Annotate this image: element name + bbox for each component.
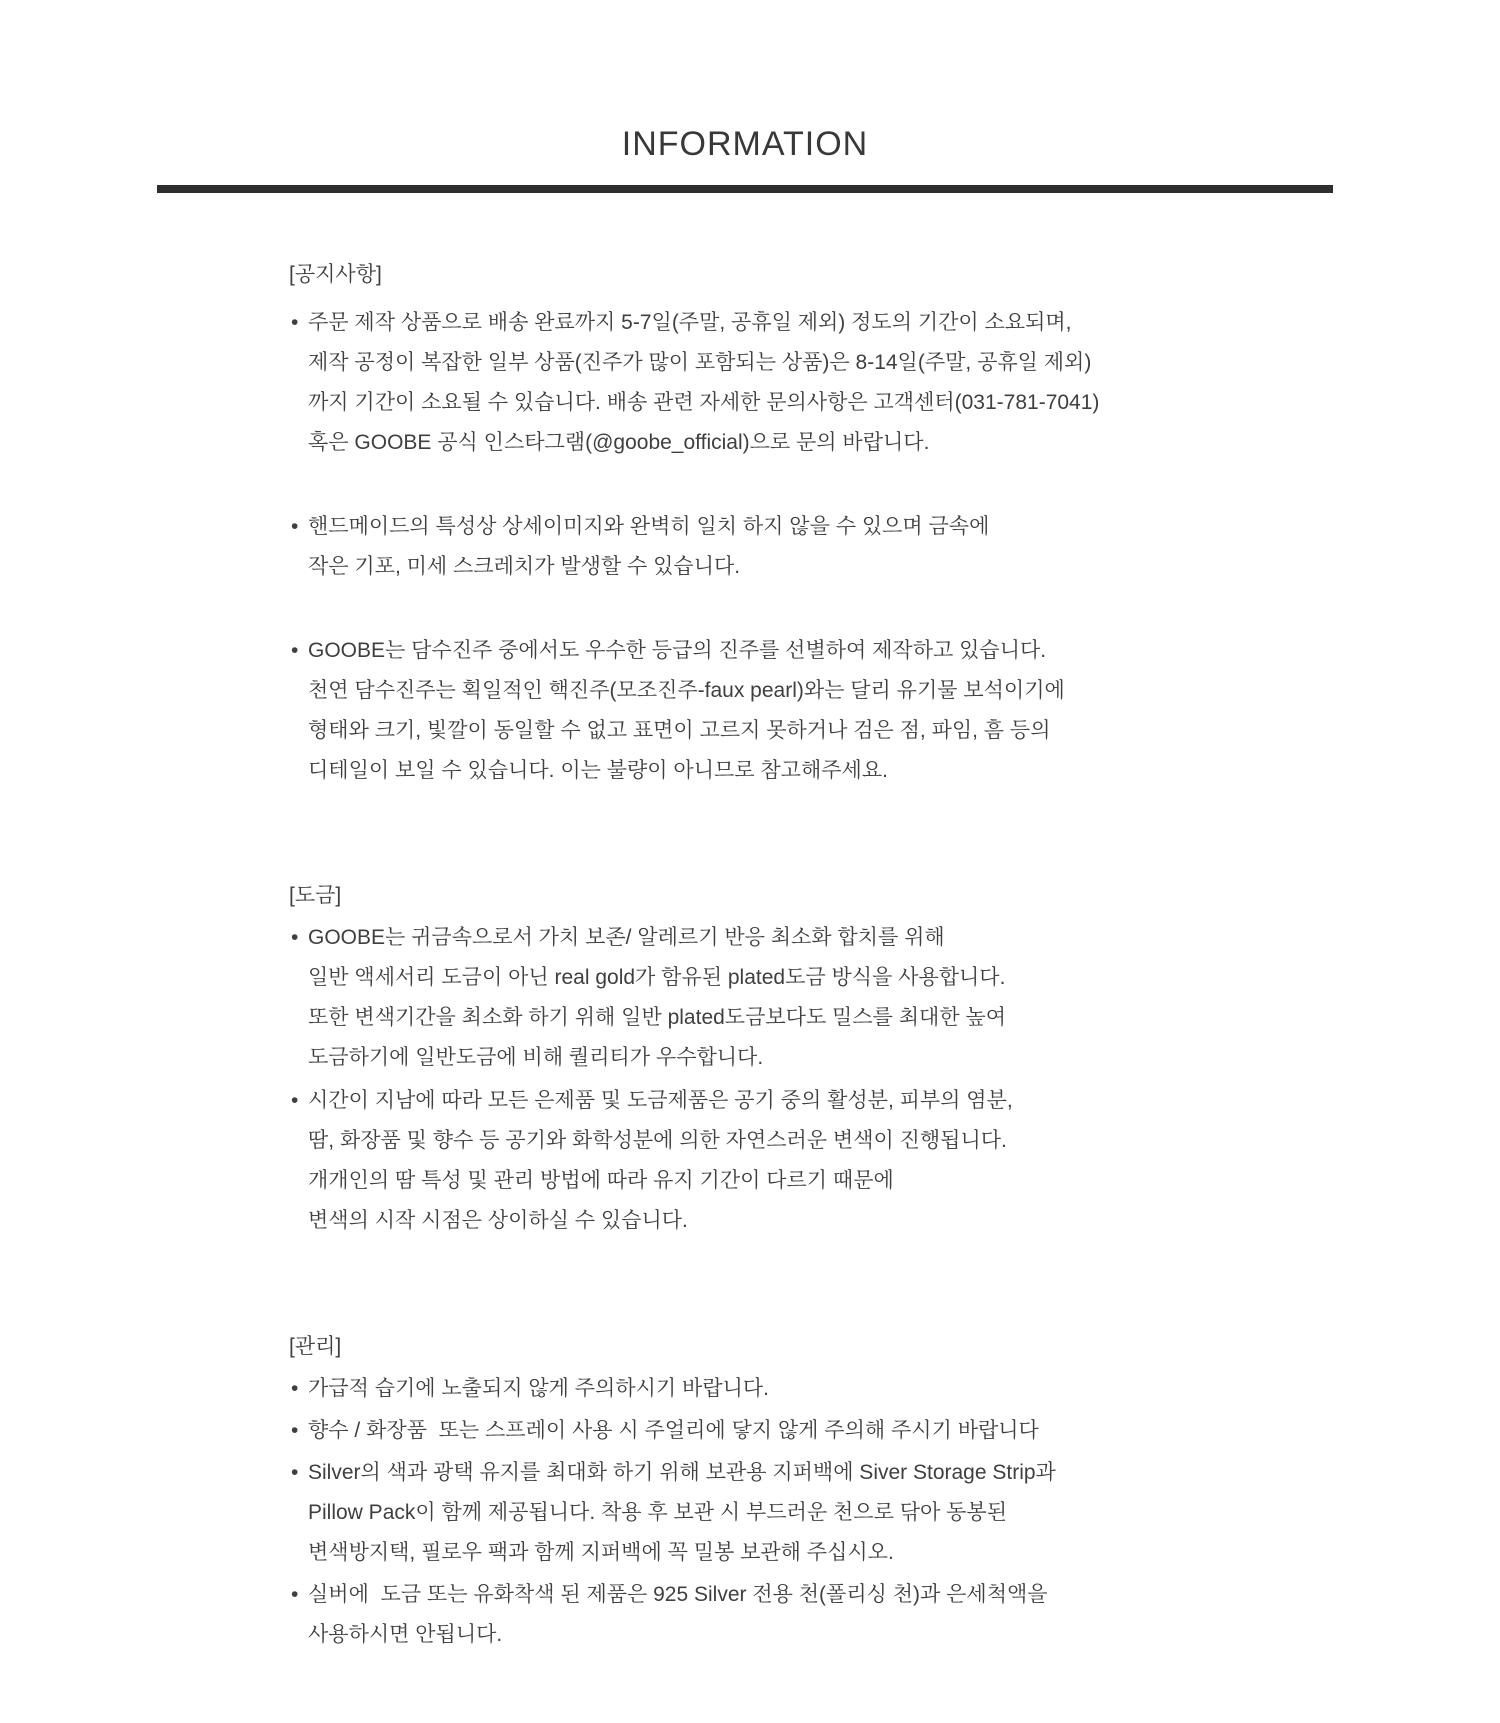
text-line: 사용하시면 안됩니다. [308,1623,503,1646]
title-divider [157,185,1333,193]
bullet-dot-icon: • [291,1583,299,1606]
bullet-item [289,1411,1409,1451]
section-heading: [공지사항] [289,263,382,286]
text-line: 작은 기포, 미세 스크레치가 발생할 수 있습니다. [308,555,741,578]
text-line: 가급적 습기에 노출되지 않게 주의하시기 바랍니다. [308,1377,770,1400]
bullet-dot-icon: • [291,639,299,662]
text-line: 시간이 지남에 따라 모든 은제품 및 도금제품은 공기 중의 활성분, 피부의 염분, [308,1089,1013,1112]
text-line: 또한 변색기간을 최소화 하기 위해 일반 plated도금보다도 밀스를 최대한 높여 [308,1006,1007,1029]
bullet-dot-icon: • [291,926,299,949]
section-plating [289,876,1409,1241]
bullet-item [289,1575,1409,1655]
bullet-item [289,631,1409,791]
bullet-item [289,303,1409,463]
text-line: 주문 제작 상품으로 배송 완료까지 5-7일(주말, 공휴일 제외) 정도의 기간이 소요되며, [308,311,1072,334]
bullet-item [289,507,1409,587]
document-header [0,0,1500,193]
text-line: 까지 기간이 소요될 수 있습니다. 배송 관련 자세한 문의사항은 고객센터(031-781-7041) [308,391,1100,414]
text-line: 디테일이 보일 수 있습니다. 이는 불량이 아니므로 참고해주세요. [308,759,888,782]
document-body [289,255,1409,1655]
page-title: INFORMATION [621,125,869,163]
section-care [289,1327,1409,1655]
text-line: GOOBE는 귀금속으로서 가치 보존/ 알레르기 반응 최소화 합치를 위해 [308,926,945,949]
section-heading: [도금] [289,884,342,907]
bullet-dot-icon: • [291,515,299,538]
bullet-item [289,1369,1409,1409]
text-line: 실버에 도금 또는 유화착색 된 제품은 925 Silver 전용 천(폴리싱 천)과 은세척액을 [308,1583,1048,1606]
text-line: Pillow Pack이 함께 제공됩니다. 착용 후 보관 시 부드러운 천으로 닦아 동봉된 [308,1501,1007,1524]
text-line: 향수 / 화장품 또는 스프레이 사용 시 주얼리에 닿지 않게 주의해 주시기 바랍니다 [308,1419,1039,1442]
text-line: 핸드메이드의 특성상 상세이미지와 완벽히 일치 하지 않을 수 있으며 금속에 [308,515,990,538]
text-line: Silver의 색과 광택 유지를 최대화 하기 위해 보관용 지퍼백에 Siver Storage Strip과 [308,1461,1056,1484]
text-line: 땀, 화장품 및 향수 등 공기와 화학성분에 의한 자연스러운 변색이 진행됩니다. [308,1129,1007,1152]
text-line: 일반 액세서리 도금이 아닌 real gold가 함유된 plated도금 방식을 사용합니다. [308,966,1006,989]
text-line: 도금하기에 일반도금에 비해 퀄리티가 우수합니다. [308,1046,764,1069]
bullet-dot-icon: • [291,1461,299,1484]
bullet-dot-icon: • [291,1419,299,1442]
text-line: GOOBE는 담수진주 중에서도 우수한 등급의 진주를 선별하여 제작하고 있습니다. [308,639,1047,662]
bullet-item [289,1453,1409,1573]
text-line: 변색방지택, 필로우 팩과 함께 지퍼백에 꼭 밀봉 보관해 주십시오. [308,1541,894,1564]
bullet-dot-icon: • [291,311,299,334]
text-line: 변색의 시작 시점은 상이하실 수 있습니다. [308,1209,688,1232]
text-line: 제작 공정이 복잡한 일부 상품(진주가 많이 포함되는 상품)은 8-14일(주말, 공휴일 제외) [308,351,1092,374]
bullet-dot-icon: • [291,1377,299,1400]
bullet-item [289,918,1409,1078]
section-notice [289,255,1409,791]
text-line: 개개인의 땀 특성 및 관리 방법에 따라 유지 기간이 다르기 때문에 [308,1169,894,1192]
text-line: 천연 담수진주는 획일적인 핵진주(모조진주-faux pearl)와는 달리 유기물 보석이기에 [308,679,1065,702]
bullet-item [289,1081,1409,1241]
text-line: 혹은 GOOBE 공식 인스타그램(@goobe_official)으로 문의 바랍니다. [308,431,930,454]
bullet-dot-icon: • [291,1089,299,1112]
text-line: 형태와 크기, 빛깔이 동일할 수 없고 표면이 고르지 못하거나 검은 점, 파임, 흠 등의 [308,719,1051,742]
section-heading: [관리] [289,1335,342,1358]
